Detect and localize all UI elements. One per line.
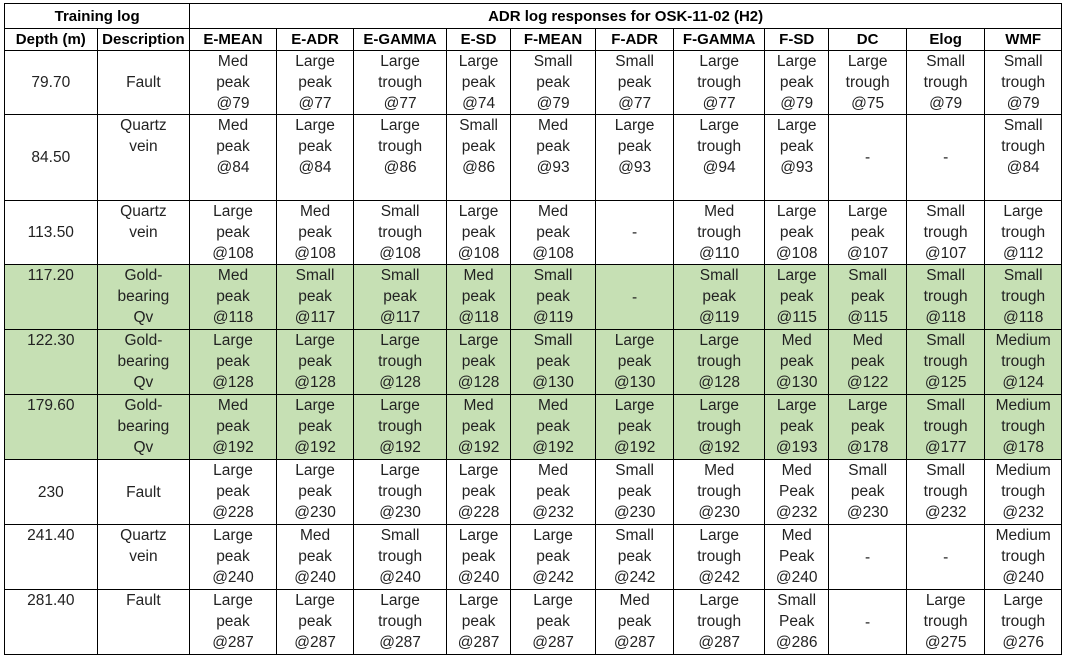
response-value: Large trough @128 xyxy=(378,332,423,391)
response-value: Medium trough @232 xyxy=(995,462,1051,521)
response-cell xyxy=(446,525,510,590)
response-value: Large peak @79 xyxy=(776,53,817,112)
response-value: Large trough @112 xyxy=(1001,203,1046,262)
column-header: Depth (m) xyxy=(5,29,98,51)
response-value: Large peak @115 xyxy=(776,267,817,326)
response-cell xyxy=(985,201,1062,265)
response-cell xyxy=(354,395,447,460)
column-header: Description xyxy=(97,29,190,51)
response-cell xyxy=(190,395,277,460)
response-value: Small trough @118 xyxy=(923,267,968,326)
response-value: Large trough @94 xyxy=(697,117,742,176)
response-value: Med peak @240 xyxy=(294,527,336,586)
response-cell xyxy=(595,201,674,265)
response-cell xyxy=(354,115,447,201)
response-value: Small trough @177 xyxy=(923,397,968,456)
header-row-2 xyxy=(5,29,1062,51)
response-value: Large trough @287 xyxy=(378,592,423,651)
response-cell xyxy=(906,51,985,115)
description-value: Quartz vein xyxy=(120,117,167,155)
response-value: - xyxy=(865,149,871,166)
response-value: Large peak @240 xyxy=(212,527,254,586)
response-cell xyxy=(511,395,596,460)
response-cell xyxy=(276,115,354,201)
response-value: Large peak @287 xyxy=(532,592,574,651)
response-cell xyxy=(511,590,596,655)
response-cell xyxy=(595,51,674,115)
column-header: E-SD xyxy=(446,29,510,51)
response-cell xyxy=(985,460,1062,525)
description-value: Gold- bearing Qv xyxy=(117,332,170,391)
response-value: Med peak @118 xyxy=(458,267,499,326)
response-value: Med peak @79 xyxy=(216,53,250,112)
depth-cell xyxy=(5,115,98,201)
description-value: Gold- bearing Qv xyxy=(117,267,170,326)
response-value: Large peak @128 xyxy=(457,332,500,391)
response-value: Small trough @84 xyxy=(1001,117,1046,176)
response-value: Med trough @230 xyxy=(697,462,742,521)
depth-cell xyxy=(5,330,98,395)
response-cell xyxy=(674,525,765,590)
response-cell xyxy=(511,460,596,525)
depth-value: 241.40 xyxy=(27,527,75,544)
response-cell xyxy=(511,201,596,265)
response-value: Med peak @287 xyxy=(613,592,656,651)
response-cell xyxy=(764,460,828,525)
response-value: Large trough @77 xyxy=(378,53,423,112)
response-cell xyxy=(985,330,1062,395)
depth-value: 84.50 xyxy=(31,149,71,166)
description-cell xyxy=(97,265,190,330)
response-cell xyxy=(674,590,765,655)
adr-title-header: ADR log responses for OSK-11-02 (H2) xyxy=(190,4,1062,29)
response-cell xyxy=(190,525,277,590)
response-cell xyxy=(446,51,510,115)
description-value: Quartz vein xyxy=(120,203,167,241)
response-value: Med peak @108 xyxy=(294,203,336,262)
table-row xyxy=(5,115,1062,201)
response-cell xyxy=(190,201,277,265)
response-cell xyxy=(674,201,765,265)
response-cell xyxy=(595,525,674,590)
response-value: Large trough @275 xyxy=(923,592,968,651)
response-value: Large peak @108 xyxy=(212,203,254,262)
response-cell xyxy=(511,115,596,201)
adr-log-table xyxy=(4,3,1062,655)
response-value: Large peak @108 xyxy=(775,203,818,262)
response-cell xyxy=(276,590,354,655)
response-cell xyxy=(595,590,674,655)
response-cell xyxy=(829,590,907,655)
description-cell xyxy=(97,201,190,265)
response-value: Small peak @77 xyxy=(615,53,654,112)
response-value: Large peak @130 xyxy=(613,332,656,391)
column-header: E-GAMMA xyxy=(354,29,447,51)
response-value: - xyxy=(632,224,638,241)
depth-value: 230 xyxy=(37,483,64,501)
response-value: Large peak @84 xyxy=(295,117,335,176)
response-value: - xyxy=(632,288,638,306)
response-cell xyxy=(829,460,907,525)
response-value: Med peak @93 xyxy=(536,117,570,176)
response-value: Med peak @130 xyxy=(775,332,818,391)
response-value: Small peak @242 xyxy=(613,527,656,586)
response-cell xyxy=(511,525,596,590)
response-cell xyxy=(190,115,277,201)
response-value: Small peak @117 xyxy=(379,267,421,326)
depth-cell xyxy=(5,201,98,265)
response-cell xyxy=(446,330,510,395)
response-cell xyxy=(276,330,354,395)
response-cell xyxy=(764,330,828,395)
response-value: - xyxy=(943,149,949,166)
response-cell xyxy=(674,330,765,395)
response-cell xyxy=(906,115,985,201)
table-row xyxy=(5,590,1062,655)
response-cell xyxy=(674,265,765,330)
response-cell xyxy=(906,201,985,265)
depth-cell xyxy=(5,51,98,115)
description-cell xyxy=(97,115,190,201)
response-cell xyxy=(906,395,985,460)
description-value: Fault xyxy=(126,74,161,91)
response-value: Large peak @228 xyxy=(457,462,500,521)
response-value: Small trough @232 xyxy=(923,462,968,521)
response-value: Large peak @108 xyxy=(457,203,500,262)
response-value: Large trough @192 xyxy=(378,397,423,456)
response-cell xyxy=(446,460,510,525)
response-cell xyxy=(595,460,674,525)
depth-value: 122.30 xyxy=(27,332,75,349)
response-cell xyxy=(354,265,447,330)
response-value: Large trough @128 xyxy=(697,332,742,391)
response-cell xyxy=(829,265,907,330)
response-value: - xyxy=(865,613,871,631)
response-value: Med Peak @240 xyxy=(775,527,818,586)
response-cell xyxy=(446,115,510,201)
response-cell xyxy=(906,460,985,525)
column-header: WMF xyxy=(985,29,1062,51)
table-row xyxy=(5,201,1062,265)
depth-value: 281.40 xyxy=(27,592,75,609)
response-value: Large peak @107 xyxy=(846,203,889,262)
depth-value: 79.70 xyxy=(31,74,71,91)
response-value: Large trough @287 xyxy=(697,592,742,651)
description-cell xyxy=(97,330,190,395)
response-value: Large trough @86 xyxy=(378,117,423,176)
table-row xyxy=(5,460,1062,525)
response-value: Small peak @230 xyxy=(846,462,889,521)
column-header: E-MEAN xyxy=(190,29,277,51)
response-cell xyxy=(595,395,674,460)
depth-value: 117.20 xyxy=(27,267,74,284)
response-value: Small peak @130 xyxy=(532,332,574,391)
response-value: Medium trough @178 xyxy=(995,397,1051,456)
response-cell xyxy=(906,525,985,590)
response-value: Med peak @108 xyxy=(532,203,574,262)
response-cell xyxy=(764,590,828,655)
response-cell xyxy=(985,51,1062,115)
response-value: Large peak @192 xyxy=(294,397,336,456)
response-cell xyxy=(674,460,765,525)
response-value: Small peak @117 xyxy=(294,267,336,326)
response-value: Med peak @192 xyxy=(532,397,574,456)
response-value: Med trough @110 xyxy=(697,203,742,262)
response-value: Large trough @75 xyxy=(845,53,890,112)
response-cell xyxy=(190,51,277,115)
response-value: Large peak @74 xyxy=(458,53,499,112)
response-value: Small trough @107 xyxy=(923,203,968,262)
response-value: Small trough @118 xyxy=(1001,267,1046,326)
description-cell xyxy=(97,525,190,590)
response-value: Medium trough @124 xyxy=(995,332,1051,391)
response-cell xyxy=(764,265,828,330)
response-cell xyxy=(985,265,1062,330)
response-value: Small peak @230 xyxy=(613,462,656,521)
response-cell xyxy=(276,395,354,460)
response-value: Large trough @242 xyxy=(697,527,742,586)
response-cell xyxy=(276,460,354,525)
response-value: Large peak @93 xyxy=(614,117,655,176)
description-value: Fault xyxy=(126,483,161,501)
response-cell xyxy=(595,115,674,201)
response-cell xyxy=(595,265,674,330)
response-value: Small trough @240 xyxy=(378,527,423,586)
response-cell xyxy=(906,590,985,655)
response-value: Large trough @77 xyxy=(697,53,742,112)
response-cell xyxy=(764,395,828,460)
response-value: Large trough @276 xyxy=(1001,592,1046,651)
response-cell xyxy=(985,590,1062,655)
response-cell xyxy=(985,395,1062,460)
response-cell xyxy=(511,330,596,395)
response-cell xyxy=(764,201,828,265)
response-cell xyxy=(829,201,907,265)
response-cell xyxy=(354,330,447,395)
response-value: Large peak @287 xyxy=(212,592,254,651)
response-cell xyxy=(906,330,985,395)
response-value: Med peak @118 xyxy=(212,267,254,326)
depth-value: 179.60 xyxy=(27,397,75,414)
column-header: F-SD xyxy=(764,29,828,51)
response-value: Large peak @192 xyxy=(613,397,656,456)
response-cell xyxy=(985,115,1062,201)
response-cell xyxy=(674,115,765,201)
response-cell xyxy=(446,590,510,655)
response-value: Large peak @193 xyxy=(775,397,818,456)
response-value: Small peak @119 xyxy=(698,267,740,326)
response-value: Large peak @287 xyxy=(457,592,500,651)
response-cell xyxy=(764,51,828,115)
column-header: Elog xyxy=(906,29,985,51)
response-cell xyxy=(829,525,907,590)
table-row xyxy=(5,330,1062,395)
response-cell xyxy=(354,201,447,265)
response-value: Small trough @125 xyxy=(923,332,968,391)
response-cell xyxy=(674,395,765,460)
description-value: Fault xyxy=(126,592,161,609)
response-value: Small peak @79 xyxy=(533,53,573,112)
response-cell xyxy=(511,265,596,330)
response-value: - xyxy=(943,548,949,566)
response-cell xyxy=(276,201,354,265)
response-value: Small trough @79 xyxy=(923,53,968,112)
response-value: Small Peak @286 xyxy=(775,592,818,651)
response-value: Large peak @230 xyxy=(294,462,336,521)
training-log-header: Training log xyxy=(5,4,190,29)
description-cell xyxy=(97,51,190,115)
response-value: Small trough @108 xyxy=(378,203,423,262)
depth-cell xyxy=(5,590,98,655)
response-cell xyxy=(446,395,510,460)
response-value: Large peak @128 xyxy=(294,332,336,391)
column-header: F-MEAN xyxy=(511,29,596,51)
description-cell xyxy=(97,590,190,655)
response-value: Large peak @77 xyxy=(295,53,335,112)
description-value: Quartz vein xyxy=(120,527,167,565)
response-cell xyxy=(674,51,765,115)
response-cell xyxy=(190,265,277,330)
column-header: F-GAMMA xyxy=(674,29,765,51)
description-cell xyxy=(97,460,190,525)
response-value: Small peak @86 xyxy=(459,117,498,176)
response-value: Small peak @115 xyxy=(847,267,888,326)
response-cell xyxy=(354,590,447,655)
response-cell xyxy=(829,51,907,115)
response-cell xyxy=(276,525,354,590)
response-value: Med peak @84 xyxy=(216,117,250,176)
response-cell xyxy=(985,525,1062,590)
response-value: Large peak @178 xyxy=(846,397,889,456)
response-value: Large peak @287 xyxy=(294,592,336,651)
response-cell xyxy=(829,395,907,460)
response-value: Med Peak @232 xyxy=(775,462,818,521)
description-cell xyxy=(97,395,190,460)
response-cell xyxy=(829,115,907,201)
response-value: Med peak @192 xyxy=(457,397,500,456)
response-value: Small trough @79 xyxy=(1001,53,1046,112)
response-value: Large trough @230 xyxy=(378,462,423,521)
response-cell xyxy=(354,525,447,590)
response-value: Large trough @192 xyxy=(697,397,742,456)
response-cell xyxy=(354,51,447,115)
table-row xyxy=(5,395,1062,460)
response-value: Large peak @128 xyxy=(212,332,254,391)
response-value: Medium trough @240 xyxy=(995,527,1051,586)
response-value: Large peak @228 xyxy=(212,462,254,521)
table-row xyxy=(5,51,1062,115)
response-value: Med peak @192 xyxy=(212,397,254,456)
response-cell xyxy=(276,51,354,115)
response-value: Large peak @242 xyxy=(532,527,574,586)
response-cell xyxy=(190,330,277,395)
column-header: F-ADR xyxy=(595,29,674,51)
depth-cell xyxy=(5,395,98,460)
depth-cell xyxy=(5,460,98,525)
response-cell xyxy=(764,525,828,590)
response-value: Large peak @240 xyxy=(457,527,500,586)
response-cell xyxy=(276,265,354,330)
response-cell xyxy=(906,265,985,330)
response-value: Small peak @119 xyxy=(532,267,574,326)
depth-value: 113.50 xyxy=(27,224,74,241)
response-cell xyxy=(190,590,277,655)
response-cell xyxy=(595,330,674,395)
response-cell xyxy=(511,51,596,115)
description-value: Gold- bearing Qv xyxy=(117,397,170,456)
table-body xyxy=(5,51,1062,655)
table-row xyxy=(5,265,1062,330)
column-header: DC xyxy=(829,29,907,51)
depth-cell xyxy=(5,265,98,330)
response-cell xyxy=(354,460,447,525)
response-cell xyxy=(829,330,907,395)
response-cell xyxy=(446,265,510,330)
response-cell xyxy=(446,201,510,265)
depth-cell xyxy=(5,525,98,590)
response-value: Med peak @122 xyxy=(846,332,889,391)
response-cell xyxy=(190,460,277,525)
response-value: - xyxy=(865,548,871,566)
header-row-1 xyxy=(5,4,1062,29)
column-header: E-ADR xyxy=(276,29,354,51)
response-cell xyxy=(764,115,828,201)
table-row xyxy=(5,525,1062,590)
response-value: Med peak @232 xyxy=(532,462,574,521)
response-value: Large peak @93 xyxy=(776,117,817,176)
